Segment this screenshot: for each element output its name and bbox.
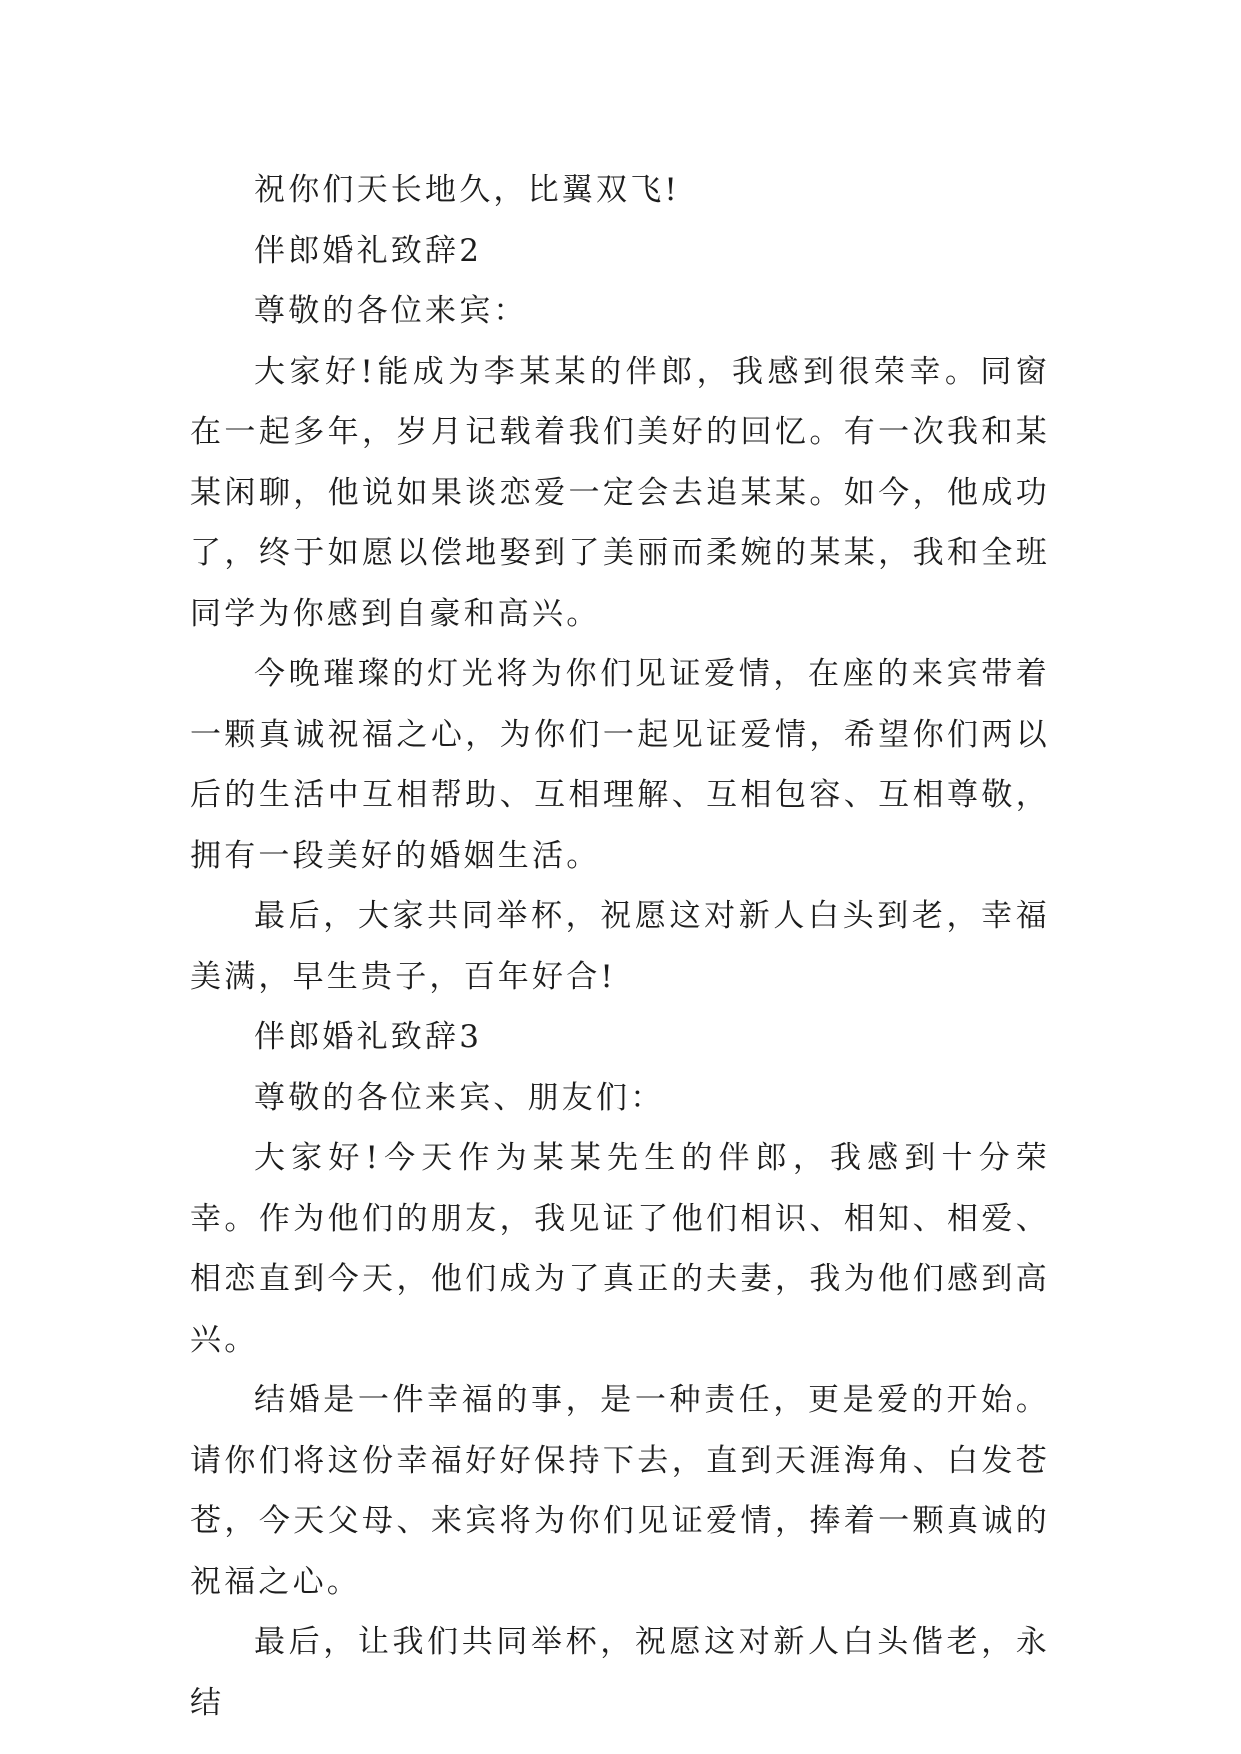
paragraph-3-2: 结婚是一件幸福的事，是一种责任，更是爱的开始。请你们将这份幸福好好保持下去，直到天涯海角、白发苍苍，今天父母、来宾将为你们见证爱情，捧着一颗真诚的祝福之心。 [190, 1382, 1050, 1600]
paragraph-3-1: 大家好!今天作为某某先生的伴郎，我感到十分荣幸。作为他们的朋友，我见证了他们相识、相知、相爱、相恋直到今天，他们成为了真正的夫妻，我为他们感到高兴。 [190, 1140, 1050, 1358]
greeting-3: 尊敬的各位来宾、朋友们： [254, 1079, 665, 1116]
paragraph-3-3: 最后，让我们共同举杯，祝愿这对新人白头偕老，永结 [190, 1624, 1050, 1721]
paragraph-2-2: 今晚璀璨的灯光将为你们见证爱情，在座的来宾带着一颗真诚祝福之心，为你们一起见证爱情，希望你们两以后的生活中互相帮助、互相理解、互相包容、互相尊敬，拥有一段美好的婚姻生活。 [190, 656, 1050, 874]
section-heading-3: 伴郎婚礼致辞3 [254, 1019, 483, 1055]
paragraph-2-3: 最后，大家共同举杯，祝愿这对新人白头到老，幸福美满，早生贵子，百年好合! [190, 898, 1050, 995]
section-heading-2: 伴郎婚礼致辞2 [254, 232, 483, 269]
document-body [190, 160, 1050, 1733]
paragraph-2-1: 大家好!能成为李某某的伴郎，我感到很荣幸。同窗在一起多年，岁月记载着我们美好的回忆。有一次我和某某闲聊，他说如果谈恋爱一定会去追某某。如今，他成功了，终于如愿以偿地娶到了美丽而柔婉的某某，我和全班同学为你感到自豪和高兴。 [190, 353, 1050, 632]
greeting-2: 尊敬的各位来宾： [254, 293, 528, 329]
paragraph-closing-wish: 祝你们天长地久，比翼双飞! [254, 172, 681, 208]
